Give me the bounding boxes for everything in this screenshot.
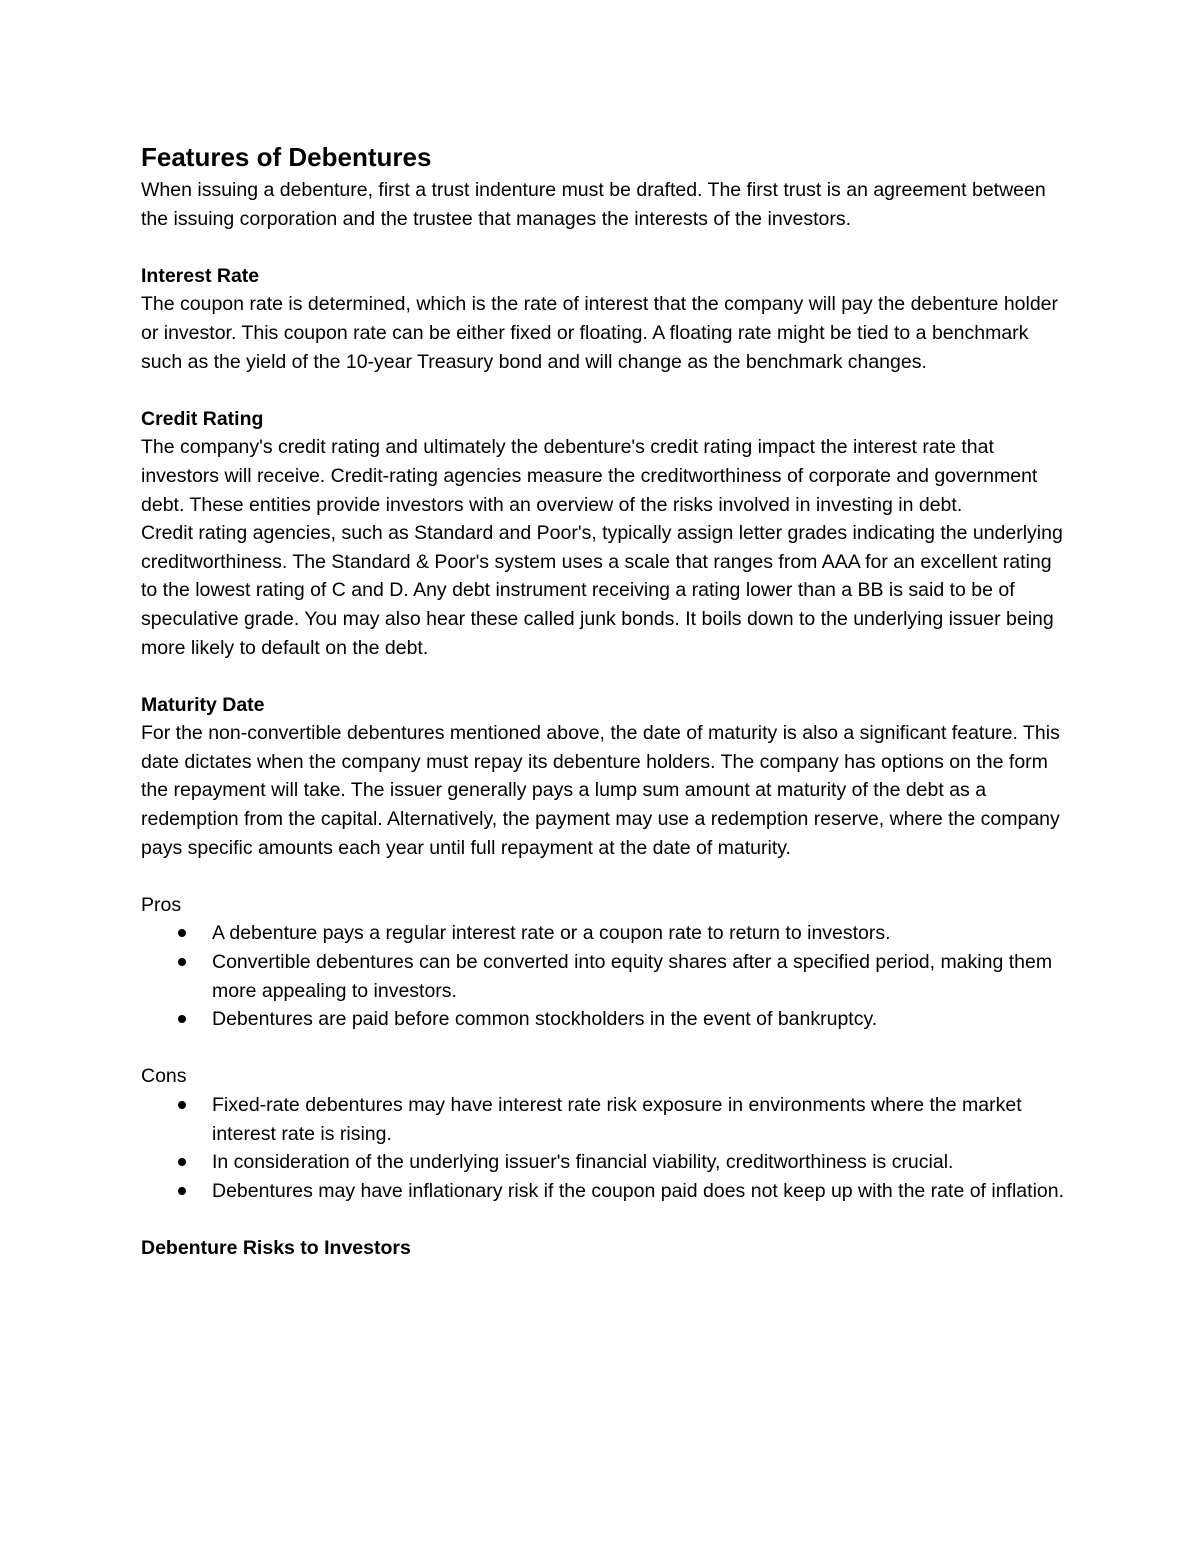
cons-item-text: Debentures may have inflationary risk if the coupon paid does not keep up with the rate of inflation. — [212, 1179, 1065, 1202]
document-page — [141, 138, 1071, 1263]
cons-label: Cons — [141, 1065, 187, 1088]
maturity-date-paragraph: For the non-convertible debentures mentioned above, the date of maturity is also a significant feature. This date dictates when the company must repay its debenture holders. The company has options on the form the repayment will take. The issuer generally pays a lump sum amount at maturity of the debt as a redemption from the capital. Alternatively, the payment may use a redemption reserve, where the company pays specific amounts each year until full repayment at the date of maturity. — [141, 722, 1060, 859]
pros-item-text: Convertible debentures can be converted into equity shares after a specified period, making them more appealing to investors. — [212, 951, 1053, 1002]
intro-paragraph: When issuing a debenture, first a trust indenture must be drafted. The first trust is an agreement between the issuing corporation and the trustee that manages the interests of the investors. — [141, 179, 1046, 230]
interest-rate-heading: Interest Rate — [141, 264, 260, 287]
spacer — [141, 662, 1071, 691]
list-item — [141, 948, 1071, 1005]
cons-item-text: Fixed-rate debentures may have interest rate risk exposure in environments where the market interest rate is rising. — [212, 1094, 1022, 1145]
cons-list — [141, 1091, 1071, 1205]
spacer — [141, 1034, 1071, 1063]
pros-list — [141, 919, 1071, 1033]
pros-item-text: A debenture pays a regular interest rate or a coupon rate to return to investors. — [212, 922, 891, 945]
bullet-icon — [178, 1015, 186, 1023]
cons-item-text: In consideration of the underlying issuer's financial viability, creditworthiness is crucial. — [212, 1151, 954, 1174]
list-item — [141, 919, 1071, 948]
credit-rating-paragraph-2: Credit rating agencies, such as Standard and Poor's, typically assign letter grades indicating the underlying creditworthiness. The Standard & Poor's system uses a scale that ranges from AAA for an excellent rating to the lowest rating of C and D. Any debt instrument receiving a rating lower than a BB is said to be of speculative grade. You may also hear these called junk bonds. It boils down to the underlying issuer being more likely to default on the debt. — [141, 522, 1063, 659]
list-item — [141, 1091, 1071, 1148]
bullet-icon — [178, 1101, 186, 1109]
credit-rating-heading: Credit Rating — [141, 407, 264, 430]
maturity-date-heading: Maturity Date — [141, 693, 265, 716]
credit-rating-paragraph-1: The company's credit rating and ultimately the debenture's credit rating impact the interest rate that investors will receive. Credit-rating agencies measure the creditworthiness of corporate and government debt. These entities provide investors with an overview of the risks involved in investing in debt. — [141, 436, 1038, 516]
bullet-icon — [178, 1158, 186, 1166]
list-item — [141, 1005, 1071, 1034]
page-title: Features of Debentures — [141, 142, 432, 172]
pros-label: Pros — [141, 893, 182, 916]
list-item — [141, 1148, 1071, 1177]
spacer — [141, 376, 1071, 405]
spacer — [141, 862, 1071, 891]
risks-heading: Debenture Risks to Investors — [141, 1236, 411, 1259]
spacer — [141, 233, 1071, 262]
pros-item-text: Debentures are paid before common stockholders in the event of bankruptcy. — [212, 1008, 878, 1031]
bullet-icon — [178, 929, 186, 937]
bullet-icon — [178, 1187, 186, 1195]
spacer — [141, 1205, 1071, 1234]
bullet-icon — [178, 958, 186, 966]
interest-rate-paragraph: The coupon rate is determined, which is the rate of interest that the company will pay the debenture holder or investor. This coupon rate can be either fixed or floating. A floating rate might be tied to a benchmark such as the yield of the 10-year Treasury bond and will change as the benchmark changes. — [141, 293, 1059, 373]
list-item — [141, 1177, 1071, 1206]
